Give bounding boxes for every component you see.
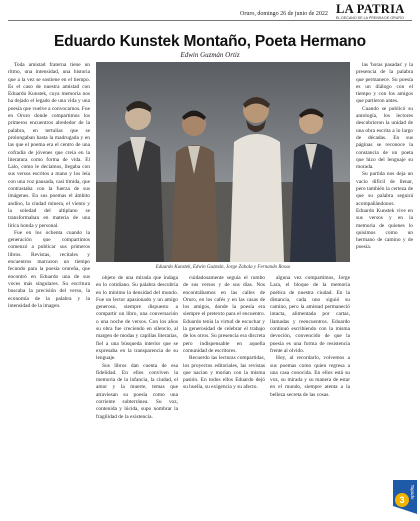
article-column-2: [96, 275, 178, 513]
photo-illustration: [96, 62, 350, 262]
paragraph: Recuerdo las lecturas compartidas, los proyectos editoriales, las revistas que nacían y morían con la misma pasión. En todos ellos Eduardo dejó su huella, su exigencia y su afecto.: [183, 355, 265, 391]
photo-caption: Eduardo Kunstek, Edwin Guzmán, Jorge Zabala y Fernando Rosso: [155, 265, 291, 270]
article-headline: Eduardo Kunstek Montaño, Poeta Hermano: [54, 33, 366, 50]
article-photo: [96, 62, 350, 262]
paragraph: Sus libros dan cuenta de esa fidelidad. En ellos conviven la memoria de la infancia, la ciudad, el amor y la muerte, temas que atraviesan su poesía como una corriente subterránea. Su voz, contenida y lúcida, supo nombrar la fragilidad de la existencia.: [96, 362, 178, 420]
article-column-3: [183, 275, 265, 513]
article-column-4: [270, 275, 350, 513]
article-column-1: [8, 62, 90, 512]
page-number: 3: [399, 495, 405, 505]
paragraph: objeto de una mirada que indaga en lo cotidiano. Su palabra descubría en lo mínimo la densidad del mundo. Fue un lector apasionado y un amigo generoso, siempre dispuesto a compartir un libro, una conversación o una noche de versos. Con los años su obra fue creciendo en silencio, al margen de modas y capillas literarias, fiel a una búsqueda interior que se expresaba en la transparencia de su lenguaje.: [96, 275, 178, 362]
paragraph: Cuando se publicó su antología, los lectores descubrieron la unidad de una obra escrita a lo largo de décadas. En sus páginas se reconoce la constancia de un poeta que hizo del lenguaje su morada.: [356, 105, 413, 171]
paragraph: Fue en los ochenta cuando la generación que compartimos comenzó a publicar sus primeros libros. Revistas, recitales y encuentros marcaron un tiempo fecundo para la poesía orureña, que encontró en Eduardo una de sus voces más singulares. Su escritura buscaba la precisión del verso, la economía de la palabra y la intensidad de la imagen.: [8, 229, 90, 309]
article-column-5: [356, 62, 413, 440]
paragraph: cuidadosamente seguía el rumbo de sus versos y de sus días. Nos encontrábamos en las calles de Oruro, en los cafés y en las casas de los amigos, donde la poesía era siempre el pretexto para el encuentro. Eduardo tenía la virtud de escuchar y la generosidad de celebrar el trabajo de los otros. Su presencia era discreta pero indispensable en aquella comunidad de escritores.: [183, 275, 265, 354]
paragraph: Toda amistad fraterna tiene un ritmo, una intensidad, una historia que a la vez se sostiene en el tiempo. Es el caso de nuestra amistad con Eduardo Kunstek, cuya memoria nos ha dejado el legado de una vida y una poesía que vuelve a convocarnos. Fue en Oruro donde compartimos los primeros encuentros alrededor de la palabra, en tertulias que se prolongaban hasta la madrugada y en las que el poema era el centro de una cofradía de jóvenes que creía en la literatura como forma de vida. El Lalo, como le decíamos, llegaba con sus versos escritos a mano y los leía con una voz pausada, casi tímida, que contrastaba con la fuerza de sus imágenes. En sus poemas el ámbito andino, la ciudad minera, el viento y la soledad del altiplano se transformaban en materia de una lírica honda y personal.: [8, 62, 90, 229]
article-byline: Edwin Guzmán Ortiz: [180, 51, 240, 59]
section-label: Tapado: [410, 484, 415, 500]
newspaper-logo: [336, 3, 416, 21]
logo-subtitle: EL DECANO DE LA PRENSA DE ORURO: [336, 16, 404, 20]
paragraph: Su partida nos deja un vacío difícil de llenar, pero también la certeza de que su palabra seguirá acompañándonos. Eduardo Kunstek vive en sus versos y en la memoria de quienes lo quisimos como un hermano de camino y de poesía.: [356, 171, 413, 251]
paragraph: las 'horas pasadas' y la presencia de la palabra que permanece. Su poesía es un diálogo con el tiempo y con los amigos que partieron antes.: [356, 62, 413, 105]
dateline: Oruro, domingo 26 de junio de 2022: [240, 11, 328, 17]
paragraph: Hoy, al recordarlo, volvemos a sus poemas como quien regresa a una casa conocida. En ellos está su voz, su mirada y su manera de estar en el mundo, siempre atenta a la belleza secreta de las cosas.: [270, 355, 350, 398]
paragraph: alguna vez compartimos, Jorge Lara, el bloque de la memoria poética de nuestra ciudad. En la distancia, cada uno siguió su camino, pero la amistad permaneció intacta, alimentada por cartas, llamadas y reencuentros. Eduardo continuó escribiendo con la misma devoción, convencido de que la poesía es una forma de resistencia frente al olvido.: [270, 275, 350, 354]
page-badge-icon: [393, 480, 417, 514]
page-number-badge: [393, 480, 417, 514]
header-rule: [8, 20, 412, 21]
logo-text: LA PATRIA: [336, 2, 405, 16]
page-header: [0, 0, 420, 30]
